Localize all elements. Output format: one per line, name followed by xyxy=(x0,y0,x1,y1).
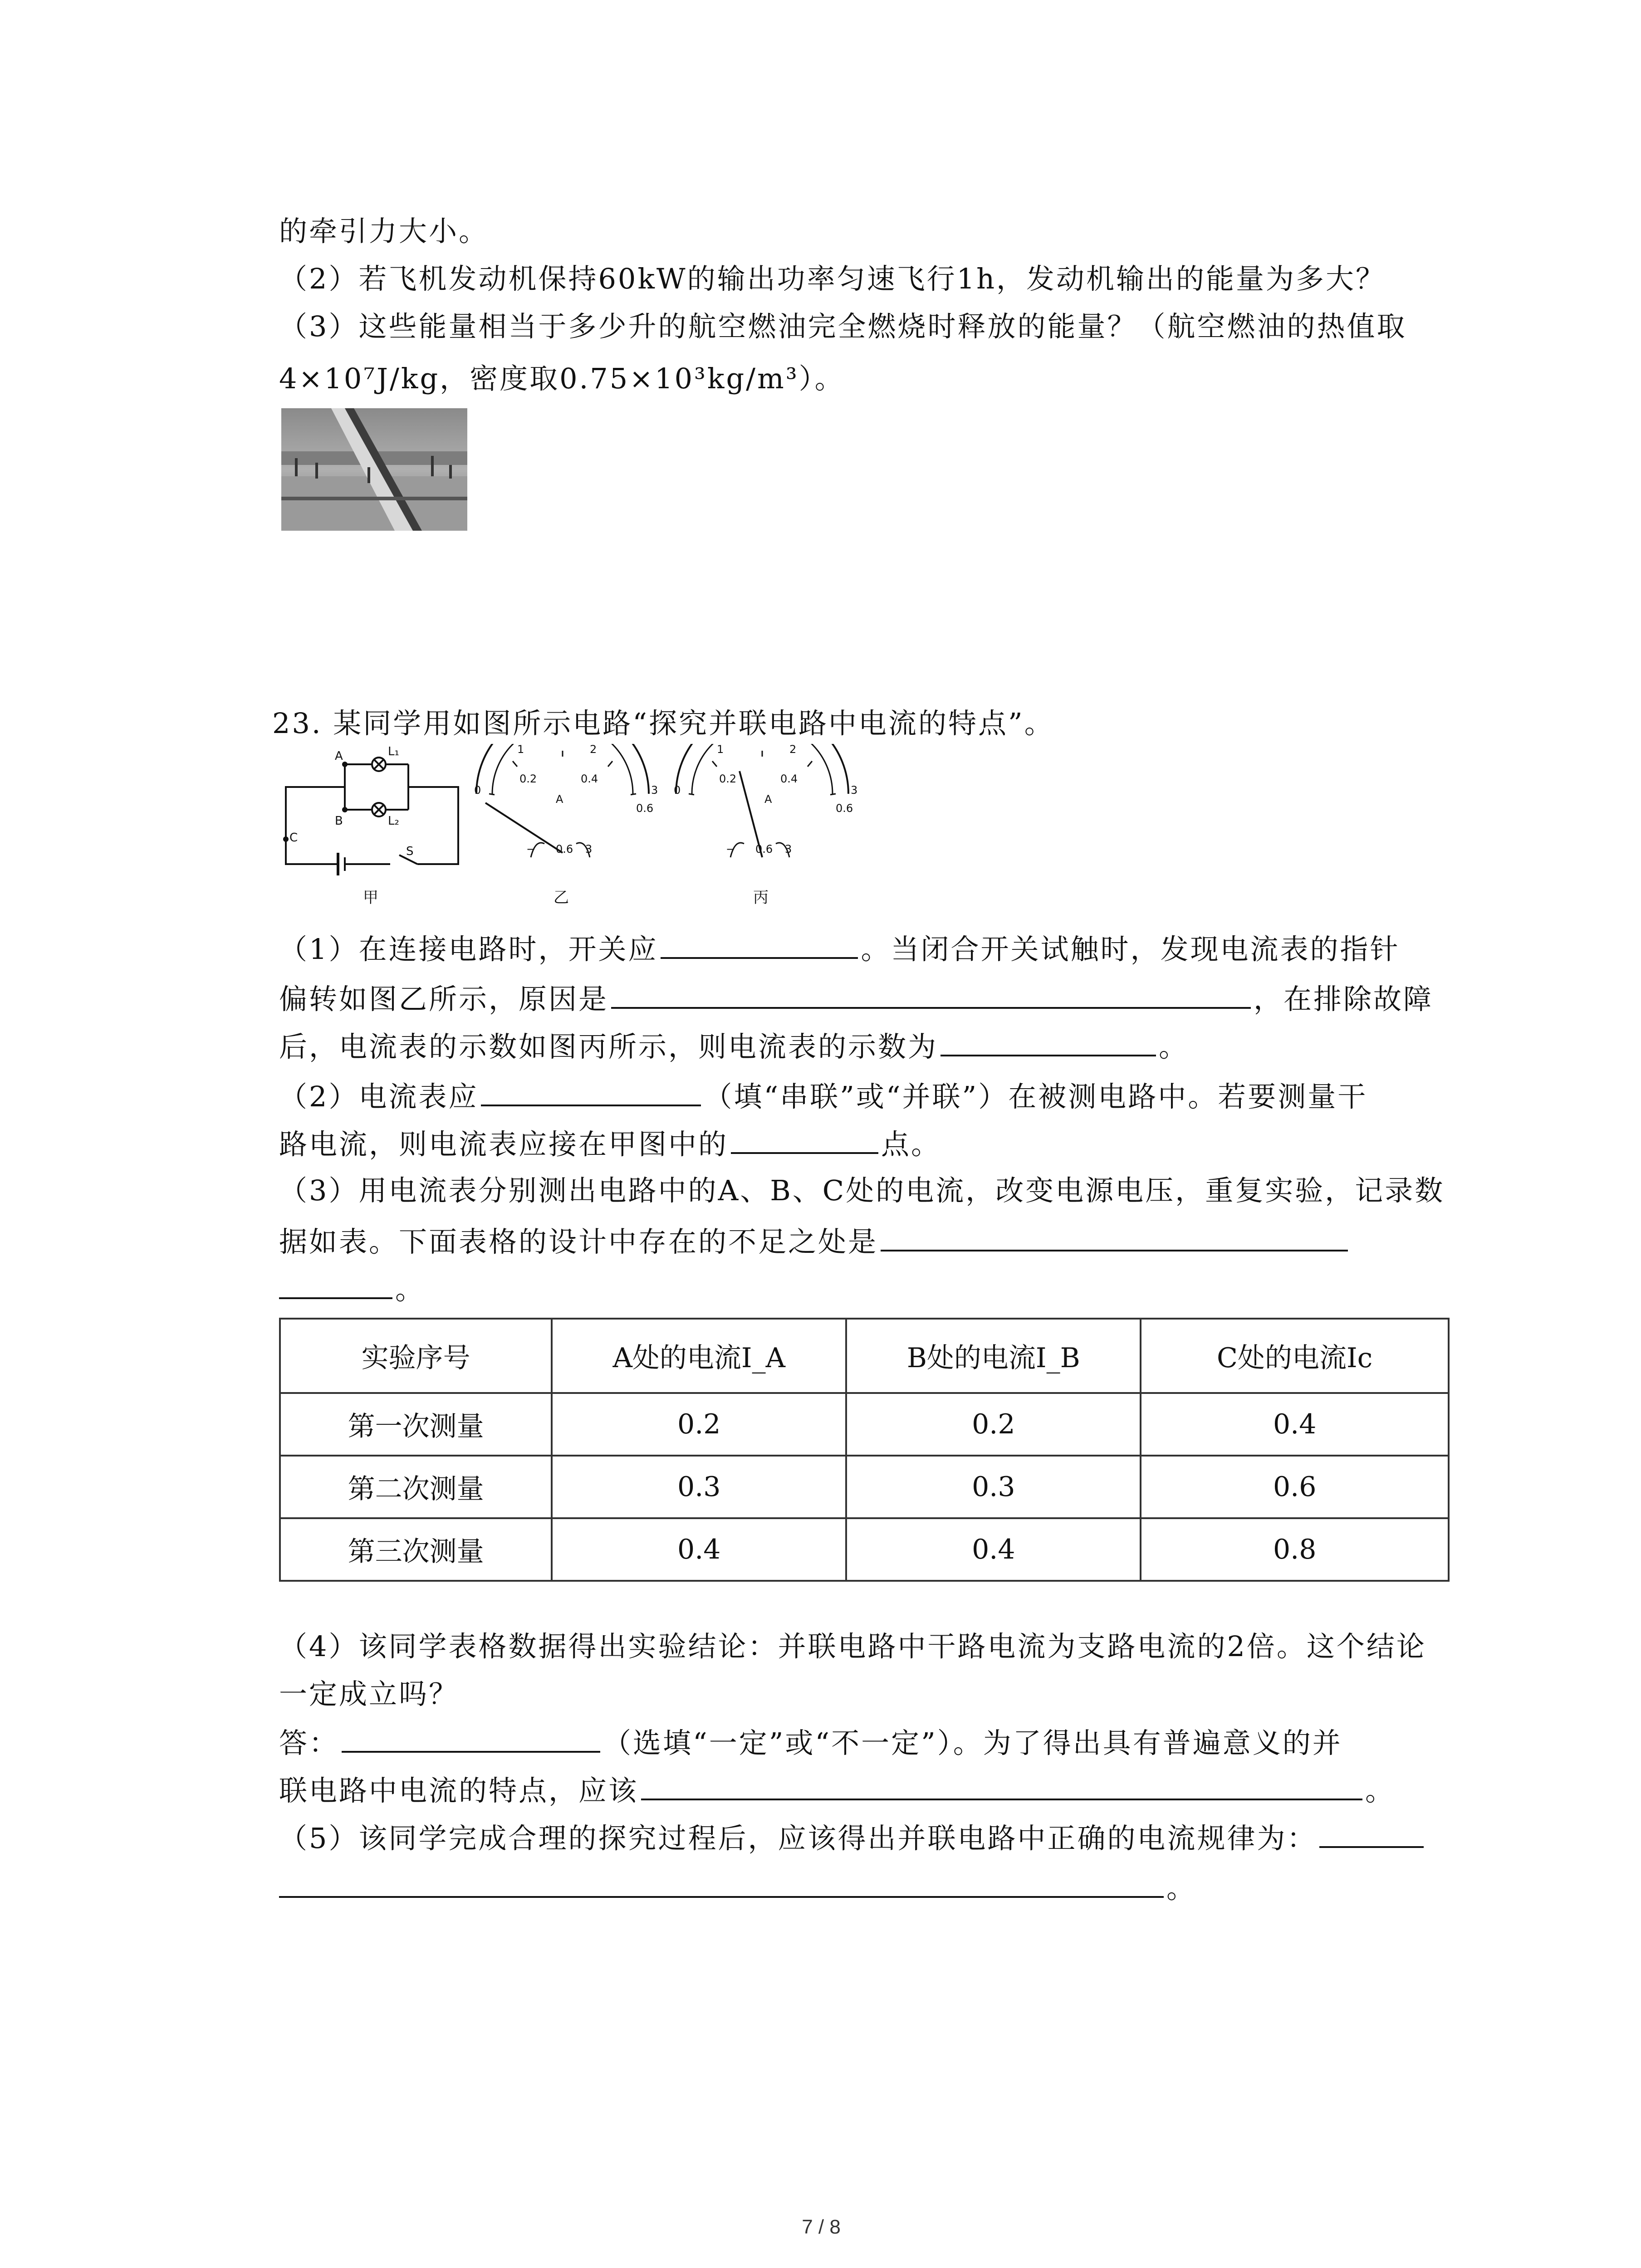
part-3-line-3: 。 xyxy=(279,1270,425,1308)
part-1-line-1: （1）在连接电路时，开关应 。当闭合开关试触时，发现电流表的指针 xyxy=(279,930,1400,968)
part-1-line-2: 偏转如图乙所示，原因是 ，在排除故障 xyxy=(279,980,1433,1017)
meter-bing-unit: A xyxy=(764,793,772,806)
text-line: 的牵引力大小。 xyxy=(279,215,489,248)
page-number: 7 / 8 xyxy=(802,2216,841,2238)
table-header-cell: A处的电流I_A xyxy=(552,1319,846,1393)
text-line: 4×10⁷J/kg，密度取0.75×10³kg/m³）。 xyxy=(279,362,845,395)
table-header-cell: 实验序号 xyxy=(280,1319,552,1393)
part-1-line-3: 后，电流表的示数如图丙所示，则电流表的示数为 。 xyxy=(279,1027,1189,1065)
answer-blank-connection[interactable] xyxy=(481,1077,701,1106)
label-b: B xyxy=(335,814,343,828)
label-c: C xyxy=(289,831,298,845)
part-2-line-1: （2）电流表应 （填“串联”或“并联”）在被测电路中。若要测量干 xyxy=(279,1077,1367,1115)
part-4-line-2: 一定成立吗？ xyxy=(279,1677,459,1711)
table-header-cell: C处的电流Ic xyxy=(1141,1319,1449,1393)
label-a: A xyxy=(335,749,343,763)
answer-blank-rule-cont[interactable] xyxy=(279,1869,1164,1898)
meter-yi-upper-2: 2 xyxy=(590,744,597,756)
table-row xyxy=(280,1518,1449,1581)
answer-blank-certainty[interactable] xyxy=(342,1724,600,1753)
caption-jia: 甲 xyxy=(363,889,378,907)
meter-bing-tick-3: 0.6 xyxy=(836,802,853,815)
answer-blank-rule[interactable] xyxy=(1319,1819,1424,1848)
table-cell: 第二次测量 xyxy=(280,1456,552,1518)
table-cell: 第一次测量 xyxy=(280,1393,552,1456)
part-5-line-2: 。 xyxy=(279,1869,1196,1906)
table-cell: 0.2 xyxy=(552,1393,846,1456)
table-cell: 0.8 xyxy=(1141,1518,1449,1581)
meter-yi-tick-3: 0.6 xyxy=(636,802,654,815)
circuit-figure xyxy=(277,744,876,918)
text-line: （3）这些能量相当于多少升的航空燃油完全燃烧时释放的能量？（航空燃油的热值取 xyxy=(279,310,1407,343)
meter-bing-upper-1: 1 xyxy=(717,744,724,756)
table-cell: 0.4 xyxy=(846,1518,1141,1581)
table-cell: 0.4 xyxy=(552,1518,846,1581)
table-cell: 0.2 xyxy=(846,1393,1141,1456)
answer-blank-switch[interactable] xyxy=(661,930,858,959)
aircraft-photo xyxy=(281,408,467,531)
meter-yi-upper-1: 1 xyxy=(517,744,524,756)
answer-blank-deficiency[interactable] xyxy=(881,1222,1348,1251)
part-2-line-2: 路电流，则电流表应接在甲图中的 点。 xyxy=(279,1125,941,1163)
meter-bing-upper-3: 3 xyxy=(851,784,858,797)
caption-yi: 乙 xyxy=(554,889,569,907)
answer-blank-reason[interactable] xyxy=(611,980,1251,1009)
part-5-line-1: （5）该同学完成合理的探究过程后，应该得出并联电路中正确的电流规律为： xyxy=(279,1819,1426,1857)
caption-bing: 丙 xyxy=(753,889,769,907)
table-cell: 0.3 xyxy=(846,1456,1141,1518)
meter-yi-term-06: 0.6 xyxy=(556,843,573,855)
label-l1: L₁ xyxy=(388,745,399,758)
table-cell: 第三次测量 xyxy=(280,1518,552,1581)
answer-blank-point[interactable] xyxy=(731,1125,878,1154)
table-cell: 0.4 xyxy=(1141,1393,1449,1456)
meter-bing-term-neg: − xyxy=(726,843,735,855)
part-3-line-1: （3）用电流表分别测出电路中的A、B、C处的电流，改变电源电压，重复实验，记录数 xyxy=(279,1174,1445,1207)
table-row xyxy=(280,1456,1449,1518)
text-line: （2）若飞机发动机保持60kW的输出功率匀速飞行1h，发动机输出的能量为多大？ xyxy=(279,262,1386,295)
question-23: 23. 某同学用如图所示电路“探究并联电路中电流的特点”。 xyxy=(272,707,1054,740)
meter-yi-tick-1: 0.2 xyxy=(519,772,537,785)
part-4-line-4: 联电路中电流的特点，应该 。 xyxy=(279,1771,1395,1809)
part-4-line-3: 答： （选填“一定”或“不一定”）。为了得出具有普遍意义的并 xyxy=(279,1724,1342,1761)
meter-yi-term-3: 3 xyxy=(585,843,593,855)
meter-bing-upper-2: 2 xyxy=(789,744,797,756)
table-cell: 0.3 xyxy=(552,1456,846,1518)
meter-yi-tick-0: 0 xyxy=(474,784,481,797)
meter-yi-term-neg: − xyxy=(526,843,536,855)
meter-yi-unit: A xyxy=(556,793,563,806)
answer-blank-deficiency-cont[interactable] xyxy=(279,1270,392,1299)
part-4-line-1: （4）该同学表格数据得出实验结论：并联电路中干路电流为支路电流的2倍。这个结论 xyxy=(279,1630,1426,1663)
meter-bing-tick-2: 0.4 xyxy=(780,772,798,785)
table-cell: 0.6 xyxy=(1141,1456,1449,1518)
meter-yi-tick-2: 0.4 xyxy=(581,772,598,785)
label-l2: L₂ xyxy=(388,814,399,828)
table-header-row xyxy=(280,1319,1449,1393)
meter-bing-tick-1: 0.2 xyxy=(719,772,737,785)
meter-bing-term-3: 3 xyxy=(785,843,792,855)
meter-bing-tick-0: 0 xyxy=(674,784,681,797)
label-s: S xyxy=(406,845,414,858)
table-row xyxy=(280,1393,1449,1456)
table-header-cell: B处的电流I_B xyxy=(846,1319,1141,1393)
answer-blank-reading[interactable] xyxy=(941,1027,1156,1056)
data-table xyxy=(279,1318,1450,1582)
meter-bing-term-06: 0.6 xyxy=(755,843,773,855)
meter-yi-upper-3: 3 xyxy=(651,784,658,797)
answer-blank-method[interactable] xyxy=(641,1771,1362,1800)
part-3-line-2: 据如表。下面表格的设计中存在的不足之处是 xyxy=(279,1222,1351,1260)
